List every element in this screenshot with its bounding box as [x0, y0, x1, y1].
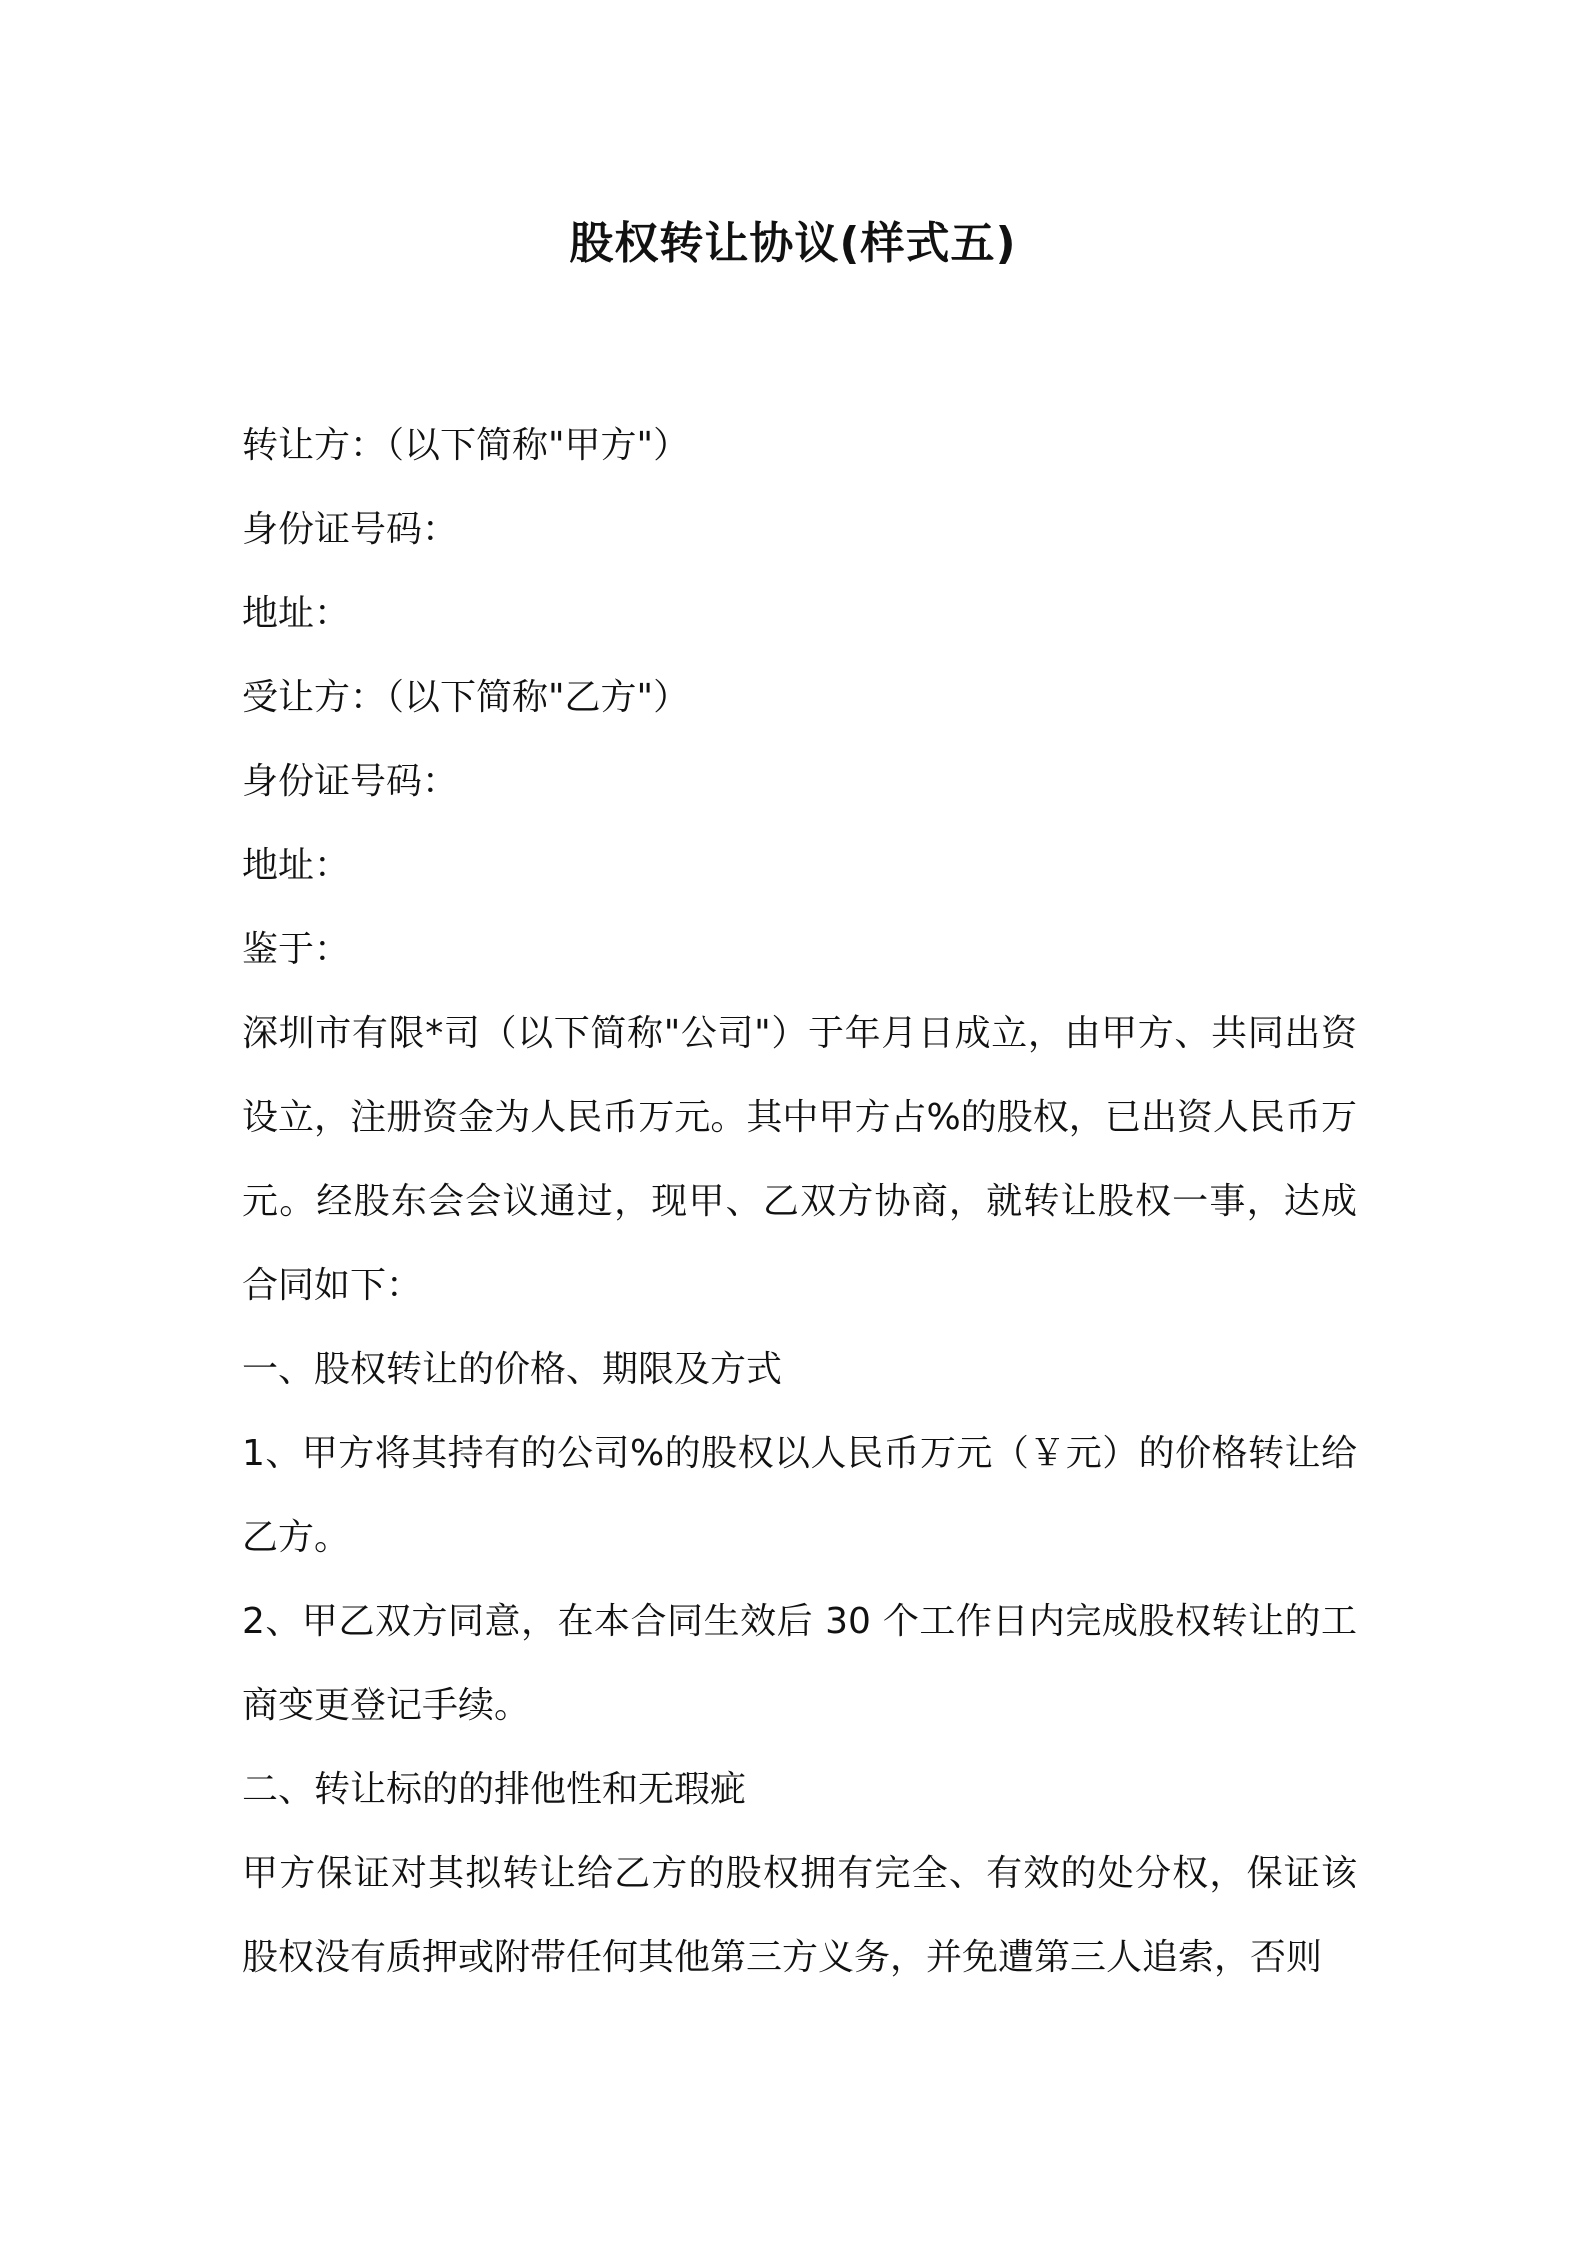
document-body — [242, 404, 1357, 2000]
transferee-line: 受让方：（以下简称"乙方"） — [242, 677, 690, 718]
section-2-paragraph: 甲方保证对其拟转让给乙方的股权拥有完全、有效的处分权，保证该股权没有质押或附带任何其他第三方义务，并免遭第三人追索，否则 — [242, 1853, 1357, 1978]
section-2-heading: 二、转让标的的排他性和无瑕疵 — [242, 1769, 747, 1810]
whereas-line: 鉴于： — [242, 929, 351, 970]
clause-1-1: 1、甲方将其持有的公司%的股权以人民币万元（￥元）的价格转让给乙方。 — [242, 1433, 1357, 1558]
clause-1-2: 2、甲乙双方同意，在本合同生效后 30 个工作日内完成股权转让的工商变更登记手续。 — [242, 1601, 1357, 1726]
transferor-id-line: 身份证号码： — [242, 509, 459, 550]
document-title: 股权转让协议(样式五) — [569, 218, 1017, 269]
section-1-heading: 一、股权转让的价格、期限及方式 — [242, 1349, 783, 1390]
transferee-address-line: 地址： — [242, 845, 351, 886]
transferor-address-line: 地址： — [242, 593, 351, 634]
transferor-line: 转让方：（以下简称"甲方"） — [242, 425, 690, 466]
background-paragraph: 深圳市有限*司（以下简称"公司"）于年月日成立，由甲方、共同出资设立，注册资金为人民币万元。其中甲方占%的股权，已出资人民币万元。经股东会会议通过，现甲、乙双方协商，就转让股权一事，达成合同如下： — [242, 1013, 1357, 1306]
transferee-id-line: 身份证号码： — [242, 761, 459, 802]
